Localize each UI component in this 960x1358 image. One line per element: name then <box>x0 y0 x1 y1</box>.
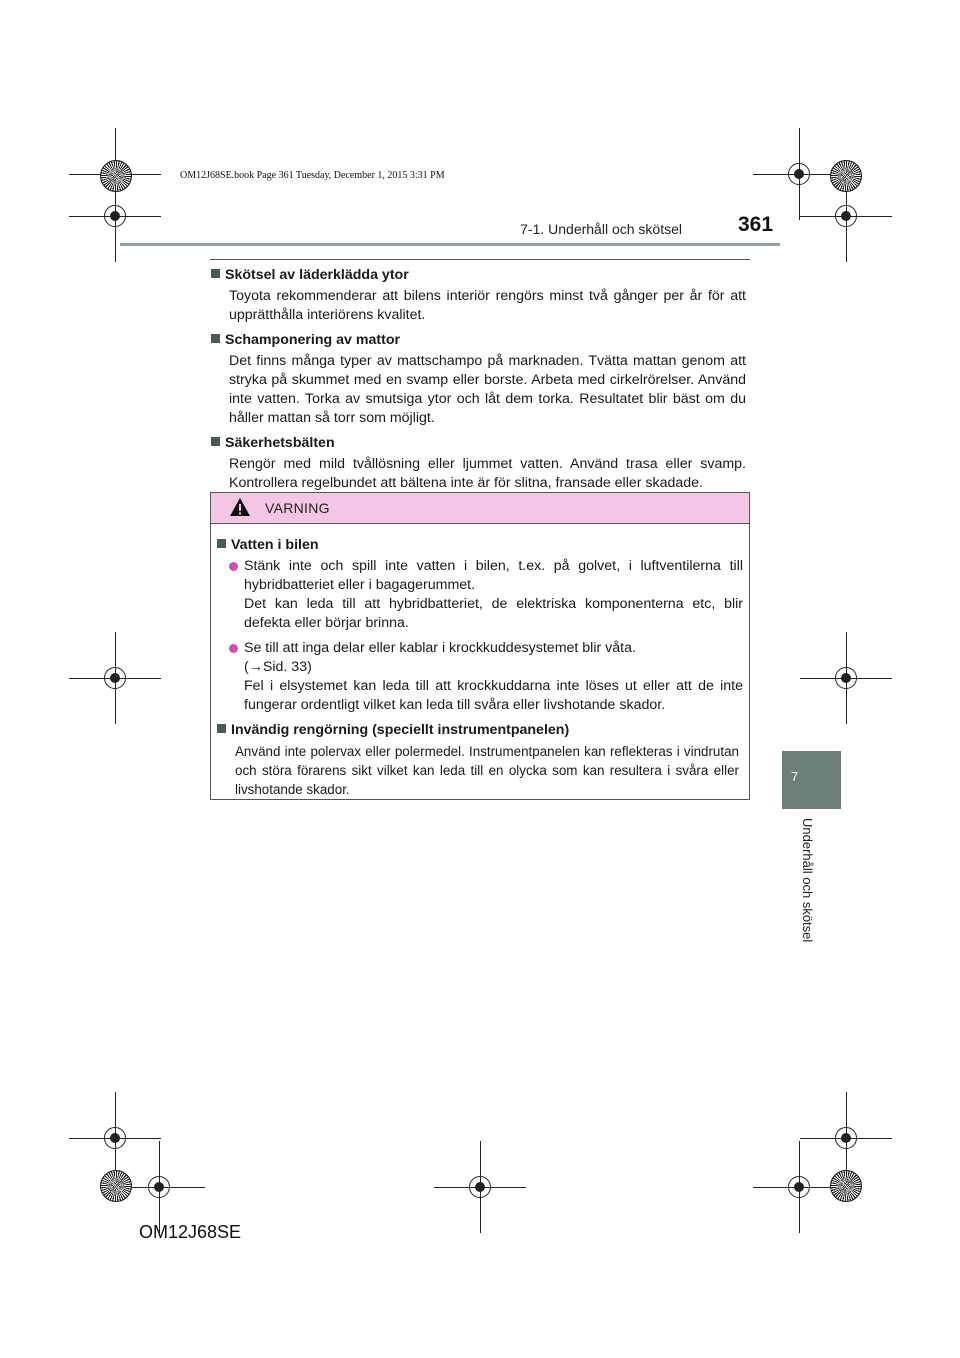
section-title: Säkerhetsbälten <box>225 435 335 451</box>
page-reference: (→Sid. 33) <box>244 659 312 675</box>
square-bullet-icon <box>211 437 220 446</box>
registration-starburst-icon <box>830 1170 862 1202</box>
section-heading <box>211 434 746 453</box>
bullet-text: Fel i elsystemet kan leda till att krockkuddarna inte löses ut eller att de inte fungerar ordentligt vilket kan leda till svåra eller livshotande skador. <box>244 678 743 713</box>
square-bullet-icon <box>217 539 226 548</box>
book-stamp: OM12J68SE.book Page 361 Tuesday, December 1, 2015 3:31 PM <box>180 170 445 181</box>
chapter-tab <box>782 751 841 809</box>
warning-item-title: Vatten i bilen <box>231 537 319 553</box>
section-title: Skötsel av läderklädda ytor <box>225 267 409 283</box>
bullet-text: Se till att inga delar eller kablar i krockkuddesystemet blir våta. <box>244 640 636 656</box>
warning-label: VARNING <box>265 500 330 516</box>
warning-item-heading <box>217 536 743 555</box>
section-text: Det finns många typer av mattschampo på marknaden. Tvätta mattan genom att stryka på skummet med en svamp eller borste. Arbeta med cirkelrörelser. Använd inte vatten. Torka av smutsiga ytor och låt dem torka. Resultatet blir bäst om du håller mattan så torr som möjligt. <box>229 353 746 426</box>
warning-bullet <box>229 557 743 633</box>
warning-item-text: Använd inte polervax eller polermedel. Instrumentpanelen kan reflekteras i vindrutan och störa förarens sikt vilket kan leda till en olycka som kan resultera i svåra eller livshotande skador. <box>235 744 739 797</box>
section-text: Toyota rekommenderar att bilens interiör rengörs minst två gånger per år för att upprätthålla interiörens kvalitet. <box>229 288 746 323</box>
main-content <box>211 266 746 499</box>
warning-bullet <box>229 639 743 715</box>
section-title: Schamponering av mattor <box>225 332 401 348</box>
registration-starburst-icon <box>100 1170 132 1202</box>
chapter-tab-number: 7 <box>791 769 799 784</box>
chapter-tab-label: Underhåll och skötsel <box>800 818 815 943</box>
bullet-dot-icon <box>229 562 238 571</box>
registration-starburst-icon <box>830 160 862 192</box>
square-bullet-icon <box>211 269 220 278</box>
bullet-text: Stänk inte och spill inte vatten i bilen, t.ex. på golvet, i luftventilerna till hybridbatteriet eller i bagagerummet. <box>244 558 743 593</box>
header-rule <box>120 243 780 246</box>
section-divider <box>210 259 750 260</box>
warning-item-heading <box>217 721 743 740</box>
section-heading <box>211 266 746 285</box>
warning-box <box>210 492 750 800</box>
bullet-dot-icon <box>229 644 238 653</box>
warning-item-title: Invändig rengörning (speciellt instrumentpanelen) <box>231 722 570 738</box>
warning-header <box>211 493 749 524</box>
registration-starburst-icon <box>100 160 132 192</box>
warning-body <box>211 524 749 799</box>
warning-triangle-icon <box>229 497 251 517</box>
page-number: 361 <box>738 213 774 236</box>
bullet-text: Det kan leda till att hybridbatteriet, de elektriska komponenterna etc, blir defekta eller börjar brinna. <box>244 596 743 631</box>
square-bullet-icon <box>217 724 226 733</box>
section-heading <box>211 331 746 350</box>
manual-code: OM12J68SE <box>139 1222 242 1242</box>
square-bullet-icon <box>211 334 220 343</box>
chapter-title: 7-1. Underhåll och skötsel <box>520 221 682 237</box>
section-text: Rengör med mild tvållösning eller ljummet vatten. Använd trasa eller svamp. Kontrollera regelbundet att bältena inte är för slitna, fransade eller skadade. <box>229 456 746 491</box>
